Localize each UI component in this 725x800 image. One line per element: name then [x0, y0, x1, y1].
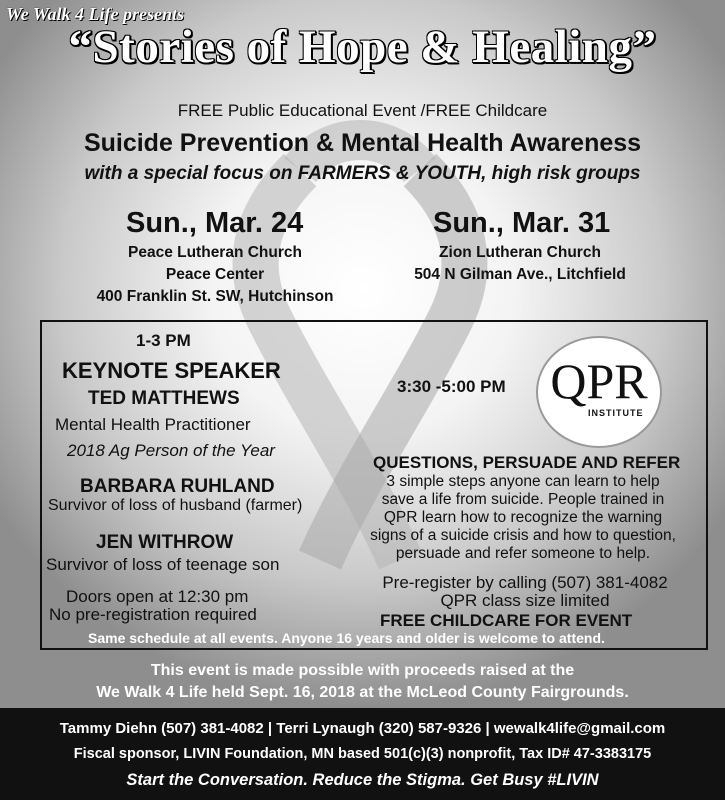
qpr-line: signs of a suicide crisis and how to question,: [370, 527, 676, 544]
qpr-time: 3:30 -5:00 PM: [397, 377, 506, 396]
contact-line: Tammy Diehn (507) 381-4082 | Terri Lynaugh (320) 587-9326 | wewalk4life@gmail.com: [59, 720, 666, 737]
qpr-line: QPR learn how to recognize the warning: [383, 509, 663, 526]
speaker-desc: Survivor of loss of teenage son: [46, 555, 280, 574]
qpr-heading: QUESTIONS, PERSUADE AND REFER: [373, 453, 681, 472]
qpr-line: persuade and refer someone to help.: [395, 545, 651, 562]
speaker-desc: Mental Health Practitioner: [55, 415, 251, 434]
proceeds-line: This event is made possible with proceeds raised at the: [150, 662, 575, 679]
tagline: Start the Conversation. Reduce the Stigma. Get Busy #LIVIN: [126, 771, 599, 789]
proceeds-note: [0, 660, 725, 704]
no-preregistration: No pre-registration required: [49, 605, 257, 624]
presenter-line: We Walk 4 Life presents: [6, 4, 184, 24]
qpr-line: 3 simple steps anyone can learn to help: [386, 473, 660, 490]
speaker-desc: Survivor of loss of husband (farmer): [48, 497, 303, 514]
event-focus: with a special focus on FARMERS & YOUTH, high risk groups: [84, 163, 641, 184]
event-headline: Suicide Prevention & Mental Health Awareness: [83, 129, 642, 157]
free-childcare: FREE CHILDCARE FOR EVENT: [380, 611, 633, 630]
proceeds-line: We Walk 4 Life held Sept. 16, 2018 at the McLeod County Fairgrounds.: [96, 684, 629, 701]
venue-line: Peace Center: [165, 266, 265, 283]
venue-line: Zion Lutheran Church: [439, 244, 601, 261]
qpr-preregister: [355, 574, 695, 610]
speaker-name: BARBARA RUHLAND: [80, 476, 275, 497]
doors-open: Doors open at 12:30 pm: [66, 587, 249, 606]
speaker-name: TED MATTHEWS: [88, 388, 240, 409]
qpr-line: save a life from suicide. People trained in: [381, 491, 665, 508]
qpr-logo-text: QPR: [550, 353, 648, 409]
venue-line: Peace Lutheran Church: [128, 244, 302, 261]
keynote-label: KEYNOTE SPEAKER: [62, 358, 281, 383]
event-venue-1: [80, 242, 350, 308]
event-venue-2: [395, 242, 645, 286]
footer-bar: [0, 708, 725, 800]
prereg-line: QPR class size limited: [440, 591, 610, 610]
prereg-line: Pre-register by calling (507) 381-4082: [382, 573, 668, 592]
speaker-honor: 2018 Ag Person of the Year: [67, 441, 275, 460]
event-date-1: Sun., Mar. 24: [126, 207, 304, 239]
venue-line: 504 N Gilman Ave., Litchfield: [414, 266, 626, 283]
keynote-time: 1-3 PM: [136, 331, 191, 350]
qpr-logo-subtitle: INSTITUTE: [588, 408, 644, 418]
free-event-line: FREE Public Educational Event /FREE Childcare: [177, 101, 548, 120]
schedule-note: Same schedule at all events. Anyone 16 years and older is welcome to attend.: [88, 630, 605, 646]
sponsor-line: Fiscal sponsor, LIVIN Foundation, MN based 501(c)(3) nonprofit, Tax ID# 47-3383175: [73, 746, 652, 762]
qpr-logo: [536, 336, 662, 448]
qpr-description: [358, 473, 688, 563]
event-date-2: Sun., Mar. 31: [433, 207, 611, 239]
event-title: “Stories of Hope & Healing”: [68, 21, 657, 73]
venue-line: 400 Franklin St. SW, Hutchinson: [96, 288, 334, 305]
speaker-name: JEN WITHROW: [96, 532, 234, 553]
